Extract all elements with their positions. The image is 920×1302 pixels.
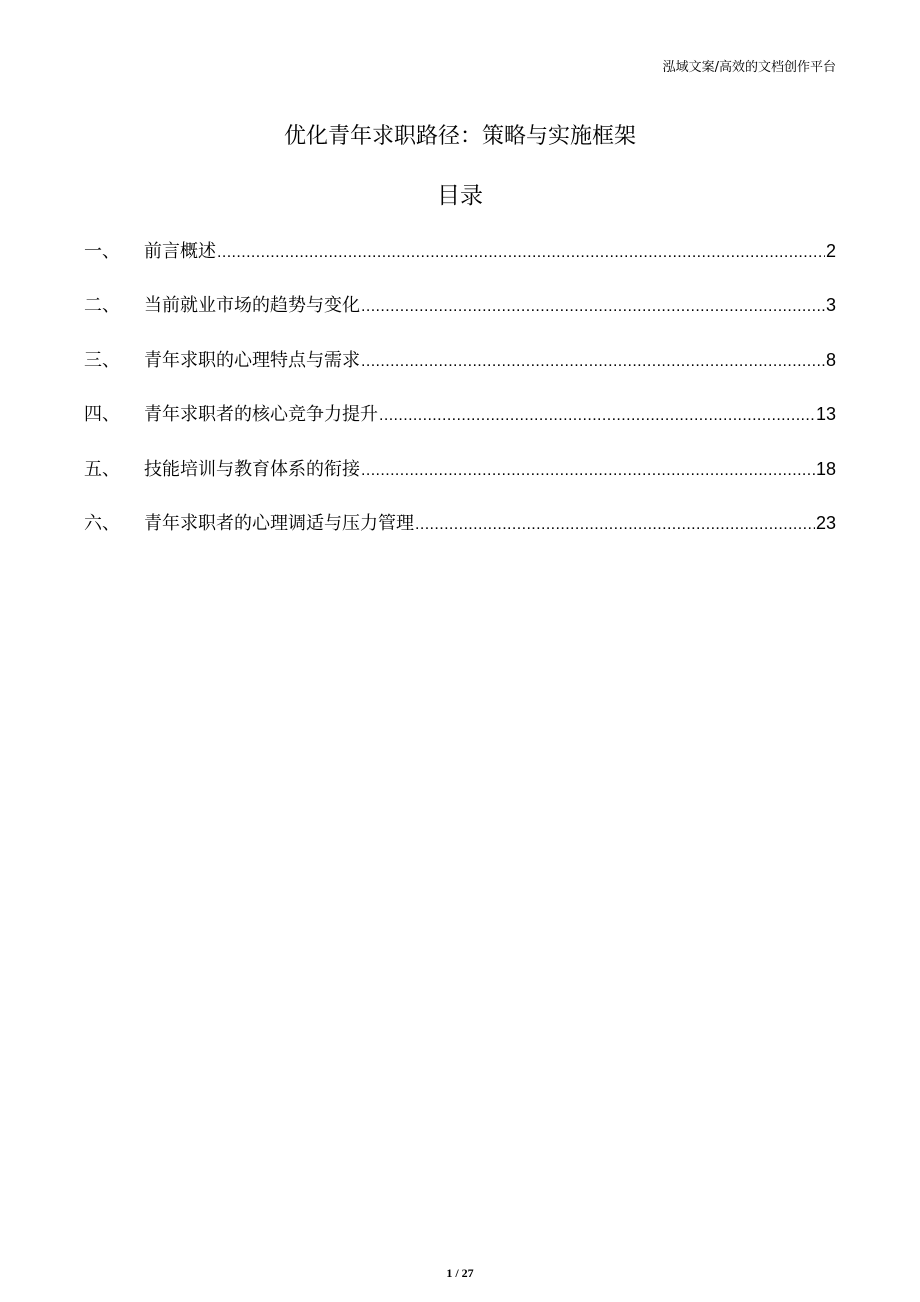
toc-entry-number: 四、 <box>84 404 120 426</box>
toc-entry[interactable] <box>84 290 836 344</box>
toc-entry-link[interactable]: 青年求职者的心理调适与压力管理 <box>144 512 414 534</box>
toc-entry-page: 18 <box>815 458 836 479</box>
toc-entry-link[interactable]: 当前就业市场的趋势与变化 <box>144 295 360 317</box>
toc-entry-number: 二、 <box>84 295 120 317</box>
toc-entry-number: 六、 <box>84 512 120 534</box>
toc-entry-number: 一、 <box>84 241 120 262</box>
toc-entry[interactable] <box>84 508 836 562</box>
toc-dot-leader <box>379 401 815 431</box>
toc-entry-link[interactable]: 技能培训与教育体系的衔接 <box>144 458 360 480</box>
toc-dot-leader <box>415 510 815 540</box>
toc-entry-link[interactable]: 青年求职的心理特点与需求 <box>144 349 360 371</box>
toc-entry-page: 2 <box>825 241 836 261</box>
toc-entry-number: 五、 <box>84 458 120 480</box>
toc-dot-leader <box>361 456 815 486</box>
toc-entry[interactable] <box>84 454 836 508</box>
page-header: 泓域文案/高效的文档创作平台 <box>662 60 836 75</box>
document-title: 优化青年求职路径：策略与实施框架 <box>283 124 636 149</box>
toc-entry-link[interactable]: 前言概述 <box>144 241 216 262</box>
toc-dot-leader <box>361 292 825 322</box>
page-number-footer: 1 / 27 <box>446 1266 474 1280</box>
toc-heading: 目录 <box>437 183 483 209</box>
table-of-contents <box>84 236 836 562</box>
toc-entry-link[interactable]: 青年求职者的核心竞争力提升 <box>144 404 378 426</box>
toc-dot-leader <box>217 238 825 268</box>
toc-entry-page: 8 <box>825 349 836 370</box>
toc-entry[interactable] <box>84 399 836 453</box>
toc-dot-leader <box>361 347 825 377</box>
toc-entry[interactable] <box>84 236 836 290</box>
toc-entry-page: 3 <box>825 295 836 316</box>
toc-entry-page: 23 <box>815 512 836 533</box>
toc-entry[interactable] <box>84 345 836 399</box>
toc-entry-page: 13 <box>815 404 836 425</box>
toc-entry-number: 三、 <box>84 349 120 371</box>
